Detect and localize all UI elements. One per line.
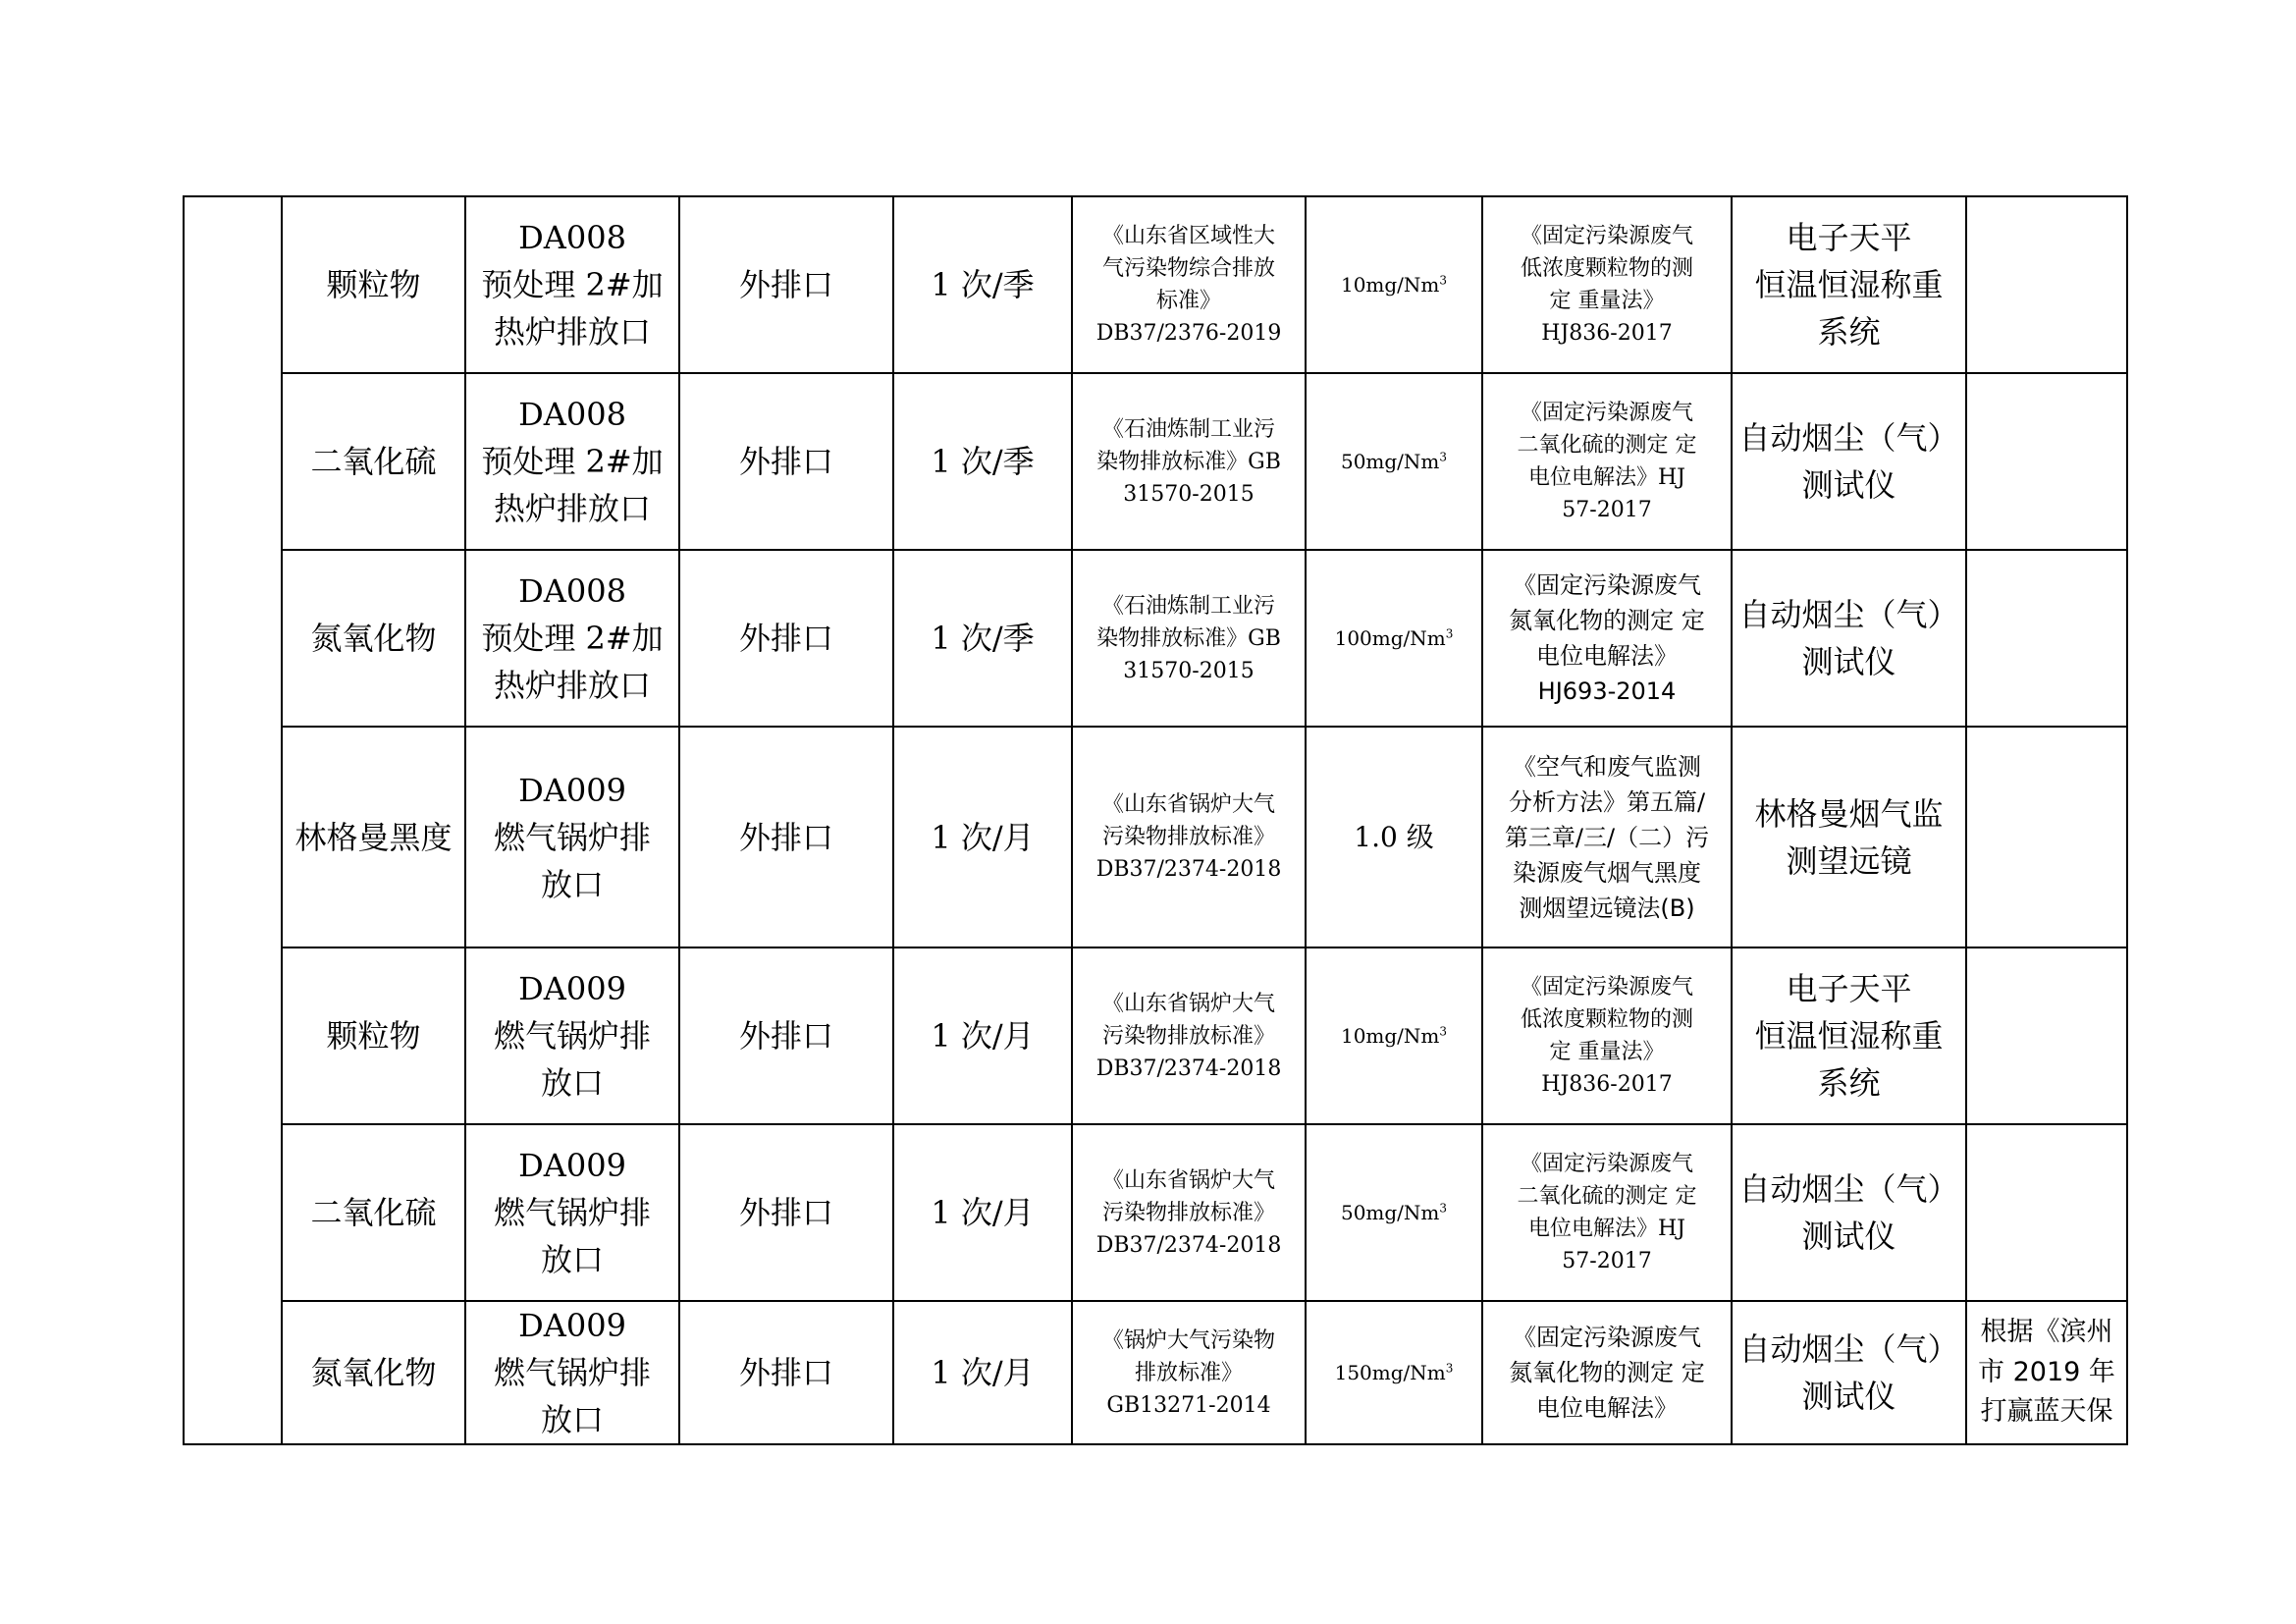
note-cell (1966, 1124, 2127, 1301)
monitoring-point-cell-line: 热炉排放口 (493, 313, 651, 351)
emission-standard-cell-line: 《石油炼制工业污 (1101, 416, 1275, 442)
instrument-cell (1732, 373, 1966, 550)
instrument-cell-line: 电子天平 (1786, 219, 1912, 256)
analysis-method-cell-line: 《空气和废气监测 (1513, 752, 1701, 781)
monitoring-point-cell-line: 热炉排放口 (493, 490, 651, 527)
table-row (184, 1301, 2127, 1444)
emission-standard-cell-line: 《石油炼制工业污 (1101, 593, 1275, 619)
instrument-cell-line: 自动烟尘（气） (1738, 1170, 1959, 1208)
table-row (184, 947, 2127, 1124)
analysis-method-cell-line: 《固定污染源废气 (1520, 975, 1693, 1000)
instrument-cell (1732, 196, 1966, 373)
monitoring-point-cell (465, 727, 679, 947)
emission-standard-cell-line: 《锅炉大气污染物 (1101, 1327, 1275, 1353)
analysis-method-cell (1482, 1301, 1732, 1444)
analysis-method-cell-line: 二氧化硫的测定 定 (1517, 1184, 1697, 1209)
frequency-cell: 1 次/月 (893, 947, 1072, 1124)
monitoring-point-cell-line: 热炉排放口 (493, 667, 651, 704)
table-row (184, 373, 2127, 550)
emission-standard-cell (1072, 1124, 1306, 1301)
outlet-type-cell: 外排口 (679, 196, 893, 373)
note-cell (1966, 1301, 2127, 1444)
monitoring-point-cell-line: DA008 (518, 572, 626, 610)
instrument-cell-line: 测望远镜 (1786, 841, 1912, 880)
emission-standard-cell-line: 气污染物综合排放 (1101, 256, 1275, 281)
instrument-cell-line: 自动烟尘（气） (1738, 1330, 1959, 1368)
analysis-method-cell-line: 《固定污染源废气 (1520, 401, 1693, 425)
outlet-type-cell: 外排口 (679, 947, 893, 1124)
analysis-method-cell (1482, 550, 1732, 727)
emission-standard-cell-line: DB37/2374-2018 (1095, 1232, 1282, 1258)
analysis-method-cell (1482, 1124, 1732, 1301)
instrument-cell (1732, 947, 1966, 1124)
analysis-method-cell-line: 低浓度颗粒物的测 (1520, 1007, 1693, 1032)
monitoring-point-cell-line: DA008 (518, 219, 626, 256)
instrument-cell-line: 测试仪 (1801, 466, 1896, 504)
monitoring-point-cell-line: 放口 (540, 1241, 604, 1278)
monitoring-point-cell-line: DA009 (518, 970, 626, 1007)
analysis-method-cell-line: HJ836-2017 (1541, 1072, 1673, 1097)
analysis-method-cell (1482, 947, 1732, 1124)
note-cell (1966, 373, 2127, 550)
note-cell (1966, 196, 2127, 373)
emission-standard-cell-line: 污染物排放标准》 (1101, 1200, 1275, 1225)
emission-standard-cell-line: DB37/2374-2018 (1095, 857, 1282, 882)
monitoring-point-cell-line: 燃气锅炉排 (493, 818, 651, 856)
note-cell (1966, 947, 2127, 1124)
analysis-method-cell-line: 定 重量法》 (1549, 289, 1665, 313)
emission-standard-cell-line: 《山东省锅炉大气 (1101, 792, 1275, 817)
analysis-method-cell-line: 《固定污染源废气 (1520, 224, 1693, 248)
outlet-type-cell: 外排口 (679, 373, 893, 550)
emission-standard-cell-line: 《山东省区域性大 (1101, 224, 1275, 248)
analysis-method-cell-line: HJ693-2014 (1537, 677, 1677, 705)
limit-superscript: 3 (1445, 1361, 1454, 1376)
emission-standard-cell (1072, 196, 1306, 373)
monitoring-point-cell-line: 预处理 2#加 (481, 620, 664, 657)
limit-cell (1306, 1301, 1482, 1444)
monitoring-point-cell (465, 196, 679, 373)
frequency-cell: 1 次/季 (893, 373, 1072, 550)
limit-cell (1306, 196, 1482, 373)
analysis-method-cell-line: 电位电解法》 (1536, 642, 1678, 670)
emission-standard-cell (1072, 1301, 1306, 1444)
emission-standard-cell (1072, 727, 1306, 947)
analysis-method-cell (1482, 727, 1732, 947)
note-cell (1966, 727, 2127, 947)
limit-superscript: 3 (1439, 1024, 1448, 1039)
instrument-cell (1732, 1301, 1966, 1444)
monitoring-point-cell-line: 燃气锅炉排 (493, 1354, 651, 1391)
pollutant-cell: 氮氧化物 (282, 1301, 465, 1444)
analysis-method-cell-line: 测烟望远镜法(B) (1519, 893, 1695, 922)
instrument-cell-line: 测试仪 (1801, 1378, 1896, 1415)
monitoring-point-cell-line: 燃气锅炉排 (493, 1194, 651, 1231)
monitoring-point-cell-line: 放口 (540, 1064, 604, 1102)
instrument-cell-line: 恒温恒湿称重 (1754, 266, 1944, 303)
instrument-cell-line: 测试仪 (1801, 1218, 1896, 1255)
note-cell-line: 打赢蓝天保 (1980, 1396, 2113, 1428)
analysis-method-cell-line: HJ836-2017 (1541, 321, 1673, 346)
frequency-cell: 1 次/月 (893, 1124, 1072, 1301)
table-row (184, 727, 2127, 947)
emission-standard-cell-line: 31570-2015 (1123, 658, 1255, 683)
limit-value: 150mg/Nm (1334, 1361, 1446, 1384)
analysis-method-cell-line: 电位电解法》HJ (1527, 465, 1685, 490)
monitoring-point-cell (465, 550, 679, 727)
pollutant-cell: 林格曼黑度 (282, 727, 465, 947)
monitoring-point-cell-line: DA009 (518, 1307, 626, 1344)
emission-standard-cell-line: 《山东省锅炉大气 (1101, 991, 1275, 1016)
analysis-method-cell-line: 《固定污染源废气 (1513, 571, 1701, 599)
category-cell (184, 196, 282, 1444)
limit-cell (1306, 550, 1482, 727)
table-row (184, 550, 2127, 727)
monitoring-point-cell (465, 1301, 679, 1444)
frequency-cell: 1 次/月 (893, 727, 1072, 947)
emission-standard-cell-line: GB13271-2014 (1106, 1392, 1271, 1418)
limit-superscript: 3 (1439, 273, 1448, 288)
table-row (184, 196, 2127, 373)
limit-value: 10mg/Nm (1340, 1024, 1440, 1048)
limit-value: 50mg/Nm (1340, 450, 1440, 473)
outlet-type-cell: 外排口 (679, 727, 893, 947)
emission-standard-cell (1072, 947, 1306, 1124)
monitoring-point-cell-line: 预处理 2#加 (481, 266, 664, 303)
emission-standard-cell-line: 标准》 (1155, 289, 1221, 313)
instrument-cell-line: 系统 (1817, 1064, 1881, 1102)
pollutant-cell: 二氧化硫 (282, 1124, 465, 1301)
instrument-cell-line: 自动烟尘（气） (1738, 596, 1959, 633)
instrument-cell (1732, 1124, 1966, 1301)
emission-standard-cell (1072, 550, 1306, 727)
instrument-cell-line: 恒温恒湿称重 (1754, 1017, 1944, 1055)
instrument-cell-line: 测试仪 (1801, 643, 1896, 680)
analysis-method-cell-line: 氮氧化物的测定 定 (1509, 607, 1705, 634)
outlet-type-cell: 外排口 (679, 550, 893, 727)
outlet-type-cell: 外排口 (679, 1124, 893, 1301)
monitoring-point-cell (465, 373, 679, 550)
emission-standard-cell-line: 污染物排放标准》 (1101, 825, 1275, 849)
limit-cell (1306, 727, 1482, 947)
emission-standard-cell-line: DB37/2376-2019 (1095, 321, 1282, 346)
emission-standard-cell-line: 染物排放标准》GB (1096, 625, 1281, 651)
analysis-method-cell-line: 57-2017 (1562, 1249, 1652, 1273)
limit-value: 10mg/Nm (1340, 273, 1440, 297)
instrument-cell-line: 电子天平 (1786, 970, 1912, 1007)
frequency-cell: 1 次/季 (893, 196, 1072, 373)
monitoring-point-cell-line: 预处理 2#加 (481, 443, 664, 480)
limit-cell (1306, 373, 1482, 550)
limit-cell (1306, 1124, 1482, 1301)
pollutant-cell: 二氧化硫 (282, 373, 465, 550)
analysis-method-cell-line: 二氧化硫的测定 定 (1517, 433, 1697, 458)
monitoring-point-cell-line: DA008 (518, 396, 626, 433)
pollutant-cell: 氮氧化物 (282, 550, 465, 727)
instrument-cell-line: 自动烟尘（气） (1738, 419, 1959, 457)
emission-standard-cell-line: 排放标准》 (1134, 1360, 1243, 1385)
pollutant-cell: 颗粒物 (282, 196, 465, 373)
analysis-method-cell-line: 电位电解法》HJ (1527, 1217, 1685, 1241)
instrument-cell-line: 林格曼烟气监 (1754, 794, 1944, 833)
limit-superscript: 3 (1439, 1201, 1448, 1216)
monitoring-point-cell (465, 947, 679, 1124)
instrument-cell-line: 系统 (1817, 313, 1881, 351)
analysis-method-cell-line: 57-2017 (1562, 498, 1652, 522)
monitoring-point-cell (465, 1124, 679, 1301)
monitoring-table (183, 195, 2128, 1445)
monitoring-point-cell-line: DA009 (518, 771, 626, 809)
instrument-cell (1732, 550, 1966, 727)
monitoring-point-cell-line: 放口 (540, 865, 604, 903)
analysis-method-cell-line: 定 重量法》 (1549, 1040, 1665, 1064)
note-cell-line: 市 2019 年 (1978, 1356, 2115, 1387)
analysis-method-cell (1482, 196, 1732, 373)
emission-standard-cell (1072, 373, 1306, 550)
monitoring-point-cell-line: 放口 (540, 1401, 604, 1438)
limit-cell (1306, 947, 1482, 1124)
monitoring-point-cell-line: 燃气锅炉排 (493, 1017, 651, 1055)
outlet-type-cell: 外排口 (679, 1301, 893, 1444)
pollutant-cell: 颗粒物 (282, 947, 465, 1124)
limit-value: 1.0 级 (1354, 820, 1434, 853)
analysis-method-cell-line: 《固定污染源废气 (1513, 1324, 1701, 1351)
frequency-cell: 1 次/月 (893, 1301, 1072, 1444)
analysis-method-cell-line: 《固定污染源废气 (1520, 1152, 1693, 1176)
analysis-method-cell-line: 电位电解法》 (1536, 1394, 1678, 1422)
emission-standard-cell-line: 31570-2015 (1123, 481, 1255, 507)
emission-standard-cell-line: DB37/2374-2018 (1095, 1056, 1282, 1081)
monitoring-point-cell-line: DA009 (518, 1147, 626, 1184)
limit-value: 100mg/Nm (1334, 626, 1446, 650)
analysis-method-cell-line: 染源废气烟气黑度 (1513, 858, 1701, 887)
limit-superscript: 3 (1445, 626, 1454, 641)
analysis-method-cell-line: 第三章/三/（二）污 (1504, 823, 1710, 851)
analysis-method-cell-line: 低浓度颗粒物的测 (1520, 256, 1693, 281)
instrument-cell (1732, 727, 1966, 947)
emission-standard-cell-line: 《山东省锅炉大气 (1101, 1167, 1275, 1193)
limit-superscript: 3 (1439, 450, 1448, 464)
note-cell (1966, 550, 2127, 727)
emission-standard-cell-line: 污染物排放标准》 (1101, 1023, 1275, 1049)
limit-value: 50mg/Nm (1340, 1201, 1440, 1224)
analysis-method-cell-line: 分析方法》第五篇/ (1508, 787, 1706, 816)
note-cell-line: 根据《滨州 (1980, 1317, 2113, 1348)
emission-standard-cell-line: 染物排放标准》GB (1096, 449, 1281, 474)
frequency-cell: 1 次/季 (893, 550, 1072, 727)
analysis-method-cell-line: 氮氧化物的测定 定 (1509, 1359, 1705, 1386)
table-row (184, 1124, 2127, 1301)
analysis-method-cell (1482, 373, 1732, 550)
